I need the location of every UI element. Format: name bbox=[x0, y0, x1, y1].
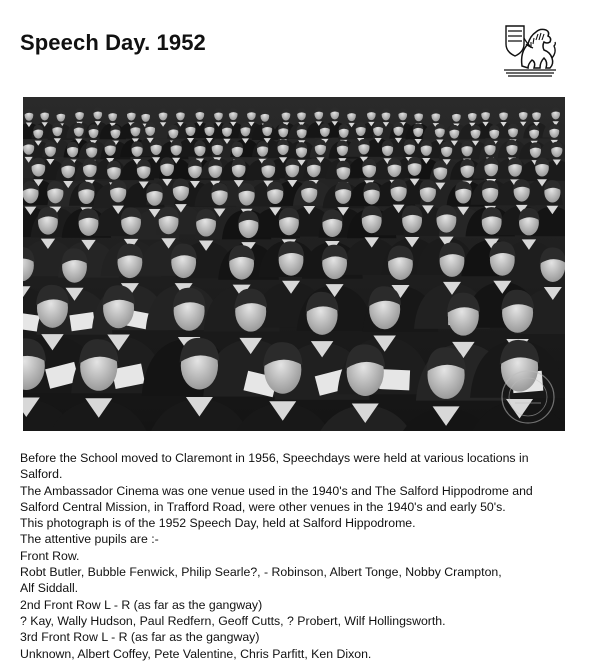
caption-line: Alf Siddall. bbox=[20, 581, 79, 596]
page-title: Speech Day. 1952 bbox=[20, 30, 206, 55]
caption-line: Salford Central Mission, in Trafford Road, were other venues in the 1940's and early 50's. bbox=[20, 499, 506, 514]
lion-rampant-crest-icon bbox=[500, 22, 558, 78]
caption-line: This photograph is of the 1952 Speech Day, held at Salford Hippodrome. bbox=[20, 516, 416, 531]
caption-line: Front Row. bbox=[20, 548, 80, 563]
caption-line: 2nd Front Row L - R (as far as the gangway) bbox=[20, 597, 263, 612]
caption-line: 3rd Front Row L - R (as far as the gangway) bbox=[20, 630, 260, 645]
caption-line: The attentive pupils are :- bbox=[20, 532, 159, 547]
caption-text bbox=[20, 450, 580, 662]
speech-day-photograph bbox=[23, 97, 565, 431]
caption-line: Before the School moved to Claremont in 1956, Speechdays were held at various locations in bbox=[20, 451, 529, 465]
caption-line: Unknown, Albert Coffey, Pete Valentine, Chris Parfitt, Ken Dixon. bbox=[20, 646, 372, 661]
caption-line: The Ambassador Cinema was one venue used in the 1940's and The Salford Hippodrome and bbox=[20, 483, 533, 498]
caption-line: ? Kay, Wally Hudson, Paul Redfern, Geoff Cutts, ? Probert, Wilf Hollingsworth. bbox=[20, 613, 446, 628]
caption-line: Salford. bbox=[20, 467, 63, 482]
caption-line: Robt Butler, Bubble Fenwick, Philip Searle?, - Robinson, Albert Tonge, Nobby Crampton, bbox=[20, 565, 502, 580]
